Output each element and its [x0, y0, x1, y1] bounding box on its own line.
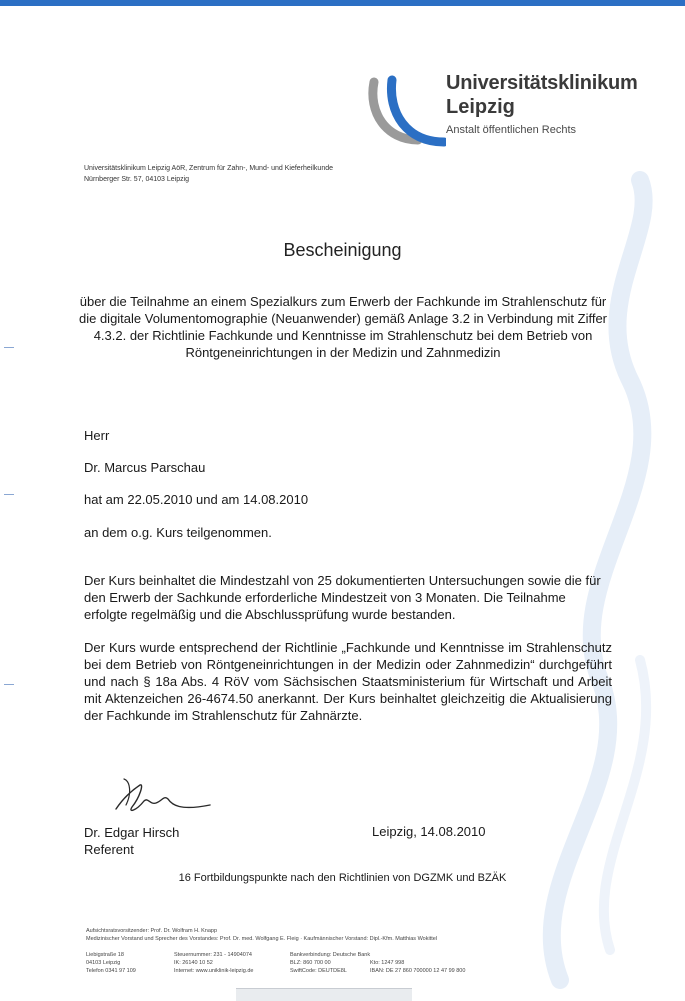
footer-account-iban: IBAN: DE 27 860 700000 12 47 99 800 — [370, 968, 466, 974]
training-points: 16 Fortbildungspunkte nach den Richtlinien von DGZMK und BZÄK — [178, 872, 507, 884]
fold-mark-top — [4, 347, 14, 348]
sender-line-1: Universitätsklinikum Leipzig AöR, Zentrum für Zahn-, Mund- und Kieferheilkunde — [84, 165, 334, 172]
footer-account-number: Kto: 1247 998 — [370, 960, 405, 966]
handwritten-signature — [110, 775, 220, 825]
document-title: Bescheinigung — [283, 240, 402, 260]
signatory-role: Referent — [84, 842, 134, 857]
footer-ik-number: IK: 26140 10 52 — [174, 960, 213, 966]
place-and-date: Leipzig, 14.08.2010 — [372, 824, 486, 839]
scan-edge-strip — [236, 988, 412, 1001]
sender-line-2: Nürnberger Str. 57, 04103 Leipzig — [84, 176, 190, 183]
participation-line: an dem o.g. Kurs teilgenommen. — [84, 525, 272, 540]
accreditation-paragraph: Der Kurs wurde entsprechend der Richtlinie „Fachkunde und Kenntnisse im Strahlenschutz bei dem Betrieb von Röntgeneinrichtungen in der Medizin oder Zahnmedizin“ durchgeführt und nach § 18a Abs. 4 RöV vom Sächsischen Staatsministerium für Wirtschaft und Arbeit mit Aktenzeichen 26-4674.50 anerkannt. Der Kurs beinhaltet gleichzeitig die Aktualisierung der Fachkunde im Strahlenschutz für Zahnärzte. — [84, 640, 612, 723]
top-color-bar — [0, 0, 685, 6]
document-subject: über die Teilnahme an einem Spezialkurs zum Erwerb der Fachkunde im Strahlenschutz für die digitale Volumentomographie (Neuanwender) gemäß Anlage 3.2 in Verbindung mit Ziffer 4.3.2. der Richtlinie Fachkunde und Kenntnisse im Strahlenschutz bei dem Betrieb von Röntgeneinrichtungen in der Medizin und Zahnmedizin — [78, 294, 608, 360]
footer-bank-blz: BLZ: 860 700 00 — [290, 960, 331, 966]
footer-account — [370, 951, 465, 975]
logo-name: Universitätsklinikum — [446, 72, 638, 94]
recipient-name: Dr. Marcus Parschau — [84, 460, 206, 475]
fold-mark-bottom — [4, 684, 14, 685]
footer-bank-swift: SwiftCode: DEUTDE8L — [290, 968, 347, 974]
signatory-name: Dr. Edgar Hirsch — [84, 825, 180, 840]
sender-address — [84, 163, 333, 185]
fold-mark-middle — [4, 494, 14, 495]
salutation: Herr — [84, 428, 110, 443]
logo-city: Leipzig — [446, 96, 515, 118]
logo-mark-icon — [366, 62, 446, 152]
dates-line: hat am 22.05.2010 und am 14.08.2010 — [84, 492, 309, 507]
footer-internet: Internet: www.uniklinik-leipzig.de — [174, 968, 254, 974]
footer-account-blank — [370, 951, 465, 959]
footer-bank — [290, 951, 370, 975]
footer-board-chair: Aufsichtsratsvorsitzender: Prof. Dr. Wolfram H. Knapp — [86, 928, 218, 934]
footer-address-phone: Telefon 0341 97 109 — [86, 968, 136, 974]
university-logo — [366, 62, 681, 152]
footer-board-members: Medizinischer Vorstand und Sprecher des Vorstandes: Prof. Dr. med. Wolfgang E. Fleig · Kaufmännischer Vorstand: Dipl.-Kfm. Matthias Wokittel — [86, 936, 438, 942]
footer-address-city: 04103 Leipzig — [86, 960, 121, 966]
footer-tax — [174, 951, 253, 975]
footer-tax-number: Steuernummer: 231 - 14904074 — [174, 952, 252, 958]
footer-bank-name: Bankverbindung: Deutsche Bank — [290, 952, 371, 958]
footer — [86, 927, 466, 974]
logo-subtitle: Anstalt öffentlichen Rechts — [446, 124, 577, 136]
footer-address-street: Liebigstraße 18 — [86, 952, 124, 958]
signatory-block — [84, 824, 179, 858]
footer-address — [86, 951, 136, 975]
course-details-paragraph: Der Kurs beinhaltet die Mindestzahl von 25 dokumentierten Untersuchungen sowie die für den Erwerb der Sachkunde erforderliche Mindestzeit von 3 Monaten. Die Teilnahme erfolgte regelmäßig und die Abschlussprüfung wurde bestanden. — [84, 573, 601, 622]
